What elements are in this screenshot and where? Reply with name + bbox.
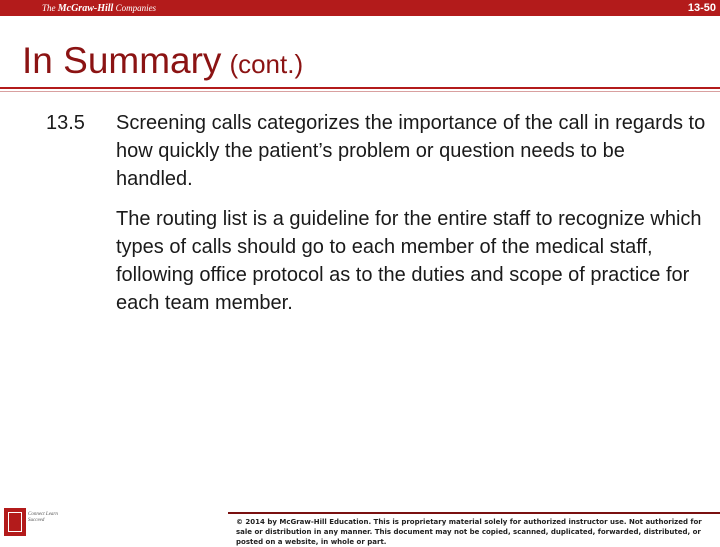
slide-number: 13-50 [687, 2, 716, 14]
title-subtitle: (cont.) [229, 49, 304, 79]
summary-paragraph: Screening calls categorizes the importance of the call in regards to how quickly the patient’s problem or question needs to be handled. [116, 112, 706, 190]
title-divider-thin [0, 91, 720, 92]
header-bar [0, 0, 720, 16]
mcgraw-hill-logo-icon [4, 508, 26, 536]
summary-paragraph: The routing list is a guideline for the entire staff to recognize which types of calls should go to each member of the medical staff, following office protocol as to the duties and scope of practice for each team member. [116, 208, 702, 314]
footer-divider [228, 512, 720, 514]
logo-name: McGraw-Hill [57, 3, 114, 14]
slide-title [22, 38, 303, 87]
copyright-notice: © 2014 by McGraw-Hill Education. This is proprietary material solely for authorized instructor use. Not authorized for sale or distribution in any manner. This document may not be copied, scanned, duplicated, forwarded, distributed, or posted on a website, in whole or part. [236, 518, 702, 546]
logo-suffix: Companies [113, 3, 157, 13]
publisher-logo [42, 2, 156, 15]
title-divider [0, 87, 720, 89]
title-main: In Summary [22, 40, 222, 81]
section-number: 13.5 [46, 112, 85, 134]
logo-tagline: Connect Learn Succeed [28, 512, 58, 523]
logo-inner-frame [8, 512, 22, 532]
logo-prefix: The [42, 3, 58, 13]
